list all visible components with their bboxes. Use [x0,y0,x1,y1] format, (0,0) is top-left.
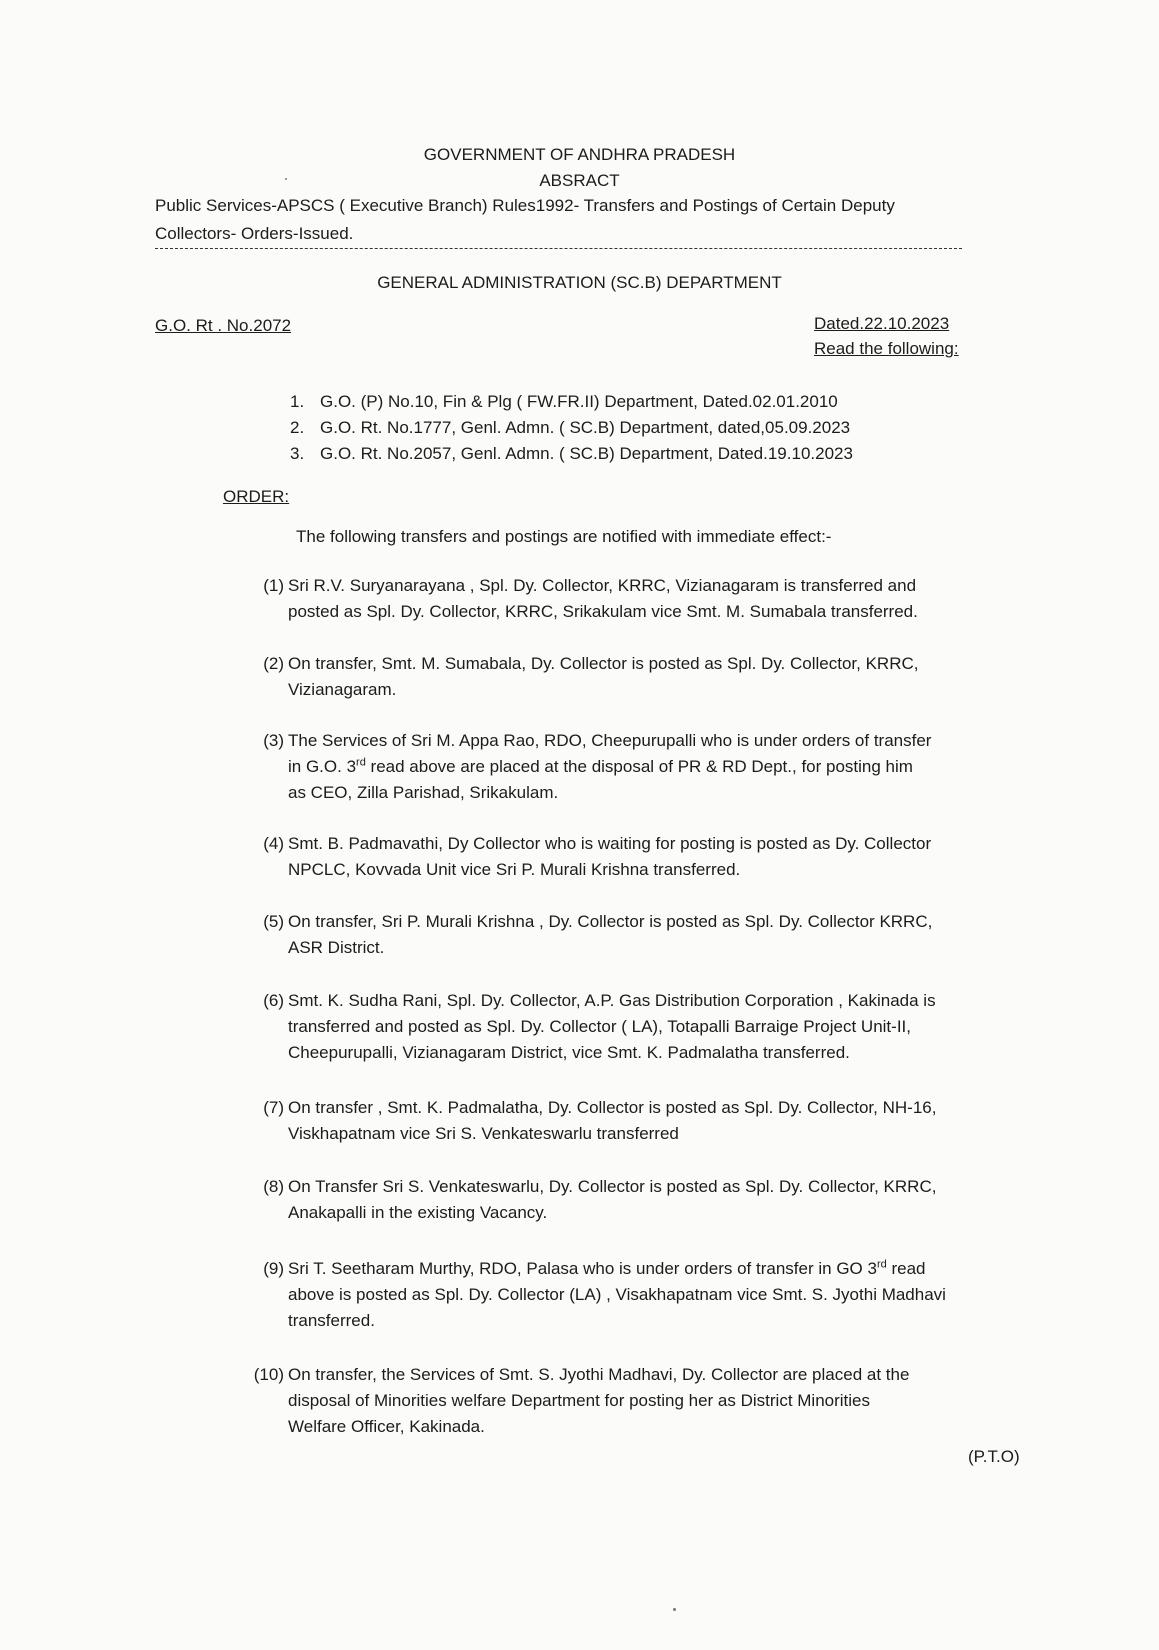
order-label: ORDER: [223,487,290,506]
order-item-5: (5) On transfer, Sri P. Murali Krishna , Dy. Collector is posted as Spl. Dy. Collector KRRC, ASR District. [263,912,933,957]
subject-line-2: Collectors- Orders-Issued. [155,224,354,243]
order-item-2: (2) On transfer, Smt. M. Sumabala, Dy. Collector is posted as Spl. Dy. Collector, KRRC, Vizianagaram. [263,654,919,699]
reference-item: 1. G.O. (P) No.10, Fin & Plg ( FW.FR.II) Department, Dated.02.01.2010 [290,392,838,411]
scan-speck [285,178,287,180]
pto-note: (P.T.O) [968,1447,1020,1466]
read-following-label: Read the following: [814,339,959,358]
order-item-7: (7) On transfer , Smt. K. Padmalatha, Dy. Collector is posted as Spl. Dy. Collector, NH-16, Viskhapatnam vice Sri S. Venkateswarlu transferred [263,1098,937,1143]
reference-item: 3. G.O. Rt. No.2057, Genl. Admn. ( SC.B) Department, Dated.19.10.2023 [290,444,853,463]
reference-item: 2. G.O. Rt. No.1777, Genl. Admn. ( SC.B) Department, dated,05.09.2023 [290,418,851,437]
order-item-9: (9) Sri T. Seetharam Murthy, RDO, Palasa who is under orders of transfer in GO 3rd read above is posted as Spl. Dy. Collector (LA) , Visakhapatnam vice Smt. S. Jyothi Madhavi transferred. [263,1258,946,1330]
go-number: G.O. Rt . No.2072 [155,316,292,335]
order-item-1: (1) Sri R.V. Suryanarayana , Spl. Dy. Collector, KRRC, Vizianagaram is transferred and posted as Spl. Dy. Collector, KRRC, Srikakulam vice Smt. M. Sumabala transferred. [263,576,918,621]
dashed-divider [155,248,962,249]
order-item-6: (6) Smt. K. Sudha Rani, Spl. Dy. Collector, A.P. Gas Distribution Corporation , Kakinada is transferred and posted as Spl. Dy. Collector ( LA), Totapalli Barraige Project Unit-II, Cheepurupalli, Vizianagaram District, vice Smt. K. Padmalatha transferred. [263,991,936,1062]
order-intro: The following transfers and postings are notified with immediate effect:- [296,527,832,546]
government-title: GOVERNMENT OF ANDHRA PRADESH [423,145,736,164]
go-date: Dated.22.10.2023 [814,314,950,333]
subject-line-1: Public Services-APSCS ( Executive Branch) Rules1992- Transfers and Postings of Certain Deputy [155,196,895,215]
department-name: GENERAL ADMINISTRATION (SC.B) DEPARTMENT [377,273,782,292]
order-item-8: (8) On Transfer Sri S. Venkateswarlu, Dy. Collector is posted as Spl. Dy. Collector, KRRC, Anakapalli in the existing Vacancy. [263,1177,937,1222]
order-item-3: (3) The Services of Sri M. Appa Rao, RDO, Cheepurupalli who is under orders of transfer in G.O. 3rd read above are placed at the disposal of PR & RD Dept., for posting him as CEO, Zilla Parishad, Srikakulam. [263,731,932,802]
order-item-4: (4) Smt. B. Padmavathi, Dy Collector who is waiting for posting is posted as Dy. Collector NPCLC, Kovvada Unit vice Sri P. Murali Krishna transferred. [263,834,932,879]
references-list [290,389,853,467]
order-item-10: (10) On transfer, the Services of Smt. S. Jyothi Madhavi, Dy. Collector are placed at the disposal of Minorities welfare Department for posting her as District Minorities Welfare Officer, Kakinada. [253,1365,910,1436]
abstract-label: ABSRACT [539,171,620,190]
scan-speck [673,1608,676,1611]
